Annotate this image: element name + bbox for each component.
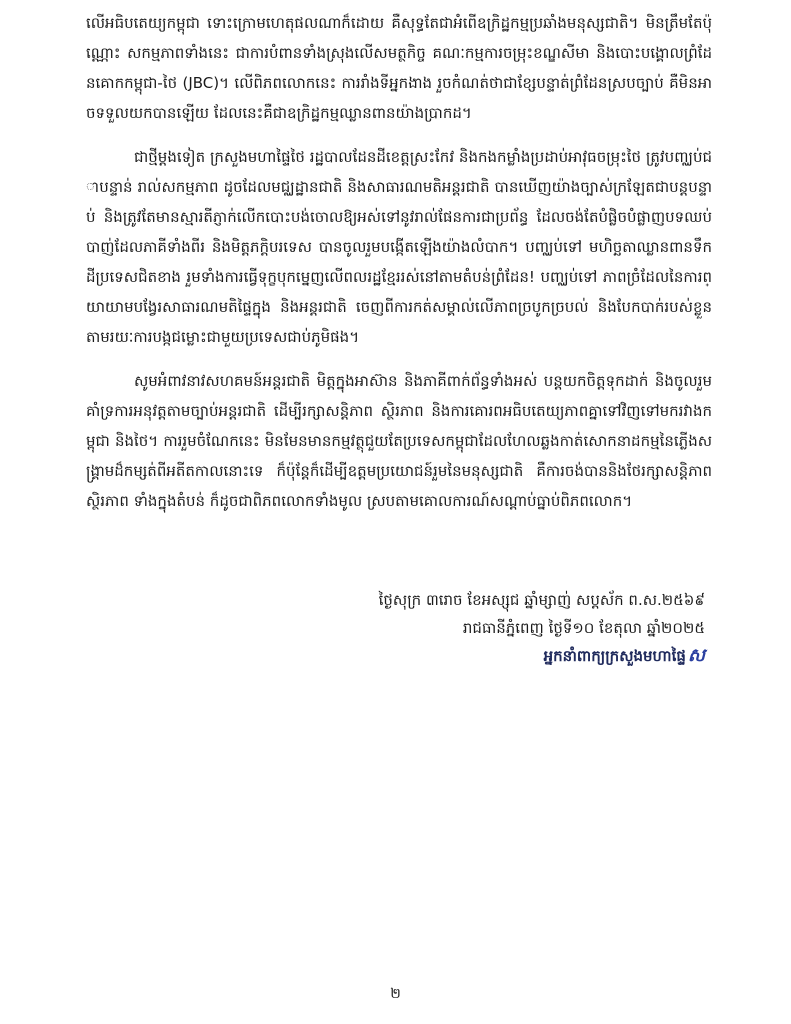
paragraph-continuation: លើអធិបតេយ្យកម្ពុជា ទោះក្រោមហេតុផលណាក៏ដោយ គឺសុទ្ធតែជាអំពើឧក្រិដ្ឋកម្មប្រឆាំងមនុស្សជាតិ។ មិនត្រឹមតែប៉ុណ្ណោះ សកម្មភាពទាំងនេះ ជាការបំពានទាំងស្រុងលើសមត្ថកិច្ច គណៈកម្មការចម្រុះខណ្ឌសីមា និងបោះបង្គោលព្រំដែនគោកកម្ពុជា-ថៃ (JBC)។ លើពិភពលោកនេះ ការរាំងទីអ្នកងាង រួចកំណត់ថាជាខ្សែបន្ទាត់ព្រំដែនស្របច្បាប់ គឺមិនអាចទទួលយកបានឡើយ ដែលនេះគឺជាឧក្រិដ្ឋកម្មឈ្លានពានយ៉ាងប្រាកដ។	[86, 14, 712, 122]
issuer-title: អ្នកនាំពាក្យក្រសួងមហាផ្ទៃ	[543, 647, 686, 665]
page-number: ២	[390, 986, 401, 1002]
body-text	[86, 8, 712, 530]
signature-initial: ស	[687, 645, 705, 666]
issuer-line	[325, 642, 705, 670]
paragraph-appeal: សូមអំពាវនាវសហគមន៍អន្តរជាតិ មិត្តក្នុងអាស៊ាន និងភាគីពាក់ព័ន្ធទាំងអស់ បន្តយកចិត្តទុកដាក់ និងចូលរួមគាំទ្រការអនុវត្តតាមច្បាប់អន្តរជាតិ ដើម្បីរក្សាសន្តិភាព ស្ថិរភាព និងការគោរពអធិបតេយ្យភាពគ្នាទៅវិញទៅមករវាងកម្ពុជា និងថៃ។ ការរួមចំណែកនេះ មិនមែនមានកម្មវត្ថុជួយតែប្រទេសកម្ពុជាដែលហែលឆ្លងកាត់សោកនាដកម្មនៃភ្លើងសង្គ្រាមដ៏កម្សត់ពីអតីតកាលនោះទេ ក៏ប៉ុន្តែក៏ដើម្បីឧត្តមប្រយោជន៍រួមនៃមនុស្សជាតិ គឺការចង់បាននិងថែរក្សាសន្តិភាព ស្ថិរភាព ទាំងក្នុងតំបន់ ក៏ដូចជាពិភពលោកទាំងមូល ស្របតាមគោលការណ៍សណ្តាប់ធ្នាប់ពិភពលោក។	[86, 372, 712, 510]
paragraph-demand: ជាថ្មីម្តងទៀត ក្រសួងមហាផ្ទៃថៃ រដ្ឋបាលដែនដីខេត្តស្រះកែវ និងកងកម្លាំងប្រដាប់អាវុធចម្រុះថៃ ត្រូវបញ្ឈប់ជាបន្ទាន់ រាល់សកម្មភាព ដូចដែលមជ្ឈដ្ឋានជាតិ និងសាធារណមតិអន្តរជាតិ បានឃើញយ៉ាងច្បាស់ក្រឡែតជាបន្តបន្ទាប់ និងត្រូវតែមានស្មារតីភ្ញាក់លើកបោះបង់ចោលឱ្យអស់ទៅនូវរាល់ផែនការជាប្រព័ន្ធ ដែលចង់តែបំផ្លិចបំផ្លាញបទឈប់បាញ់ដែលភាគីទាំងពីរ និងមិត្តភក្តិបរទេស បានចូលរួមបង្កើតឡើងយ៉ាងលំបាក។ បញ្ឈប់ទៅ មហិច្ឆតាឈ្លានពានទឹកដីប្រទេសជិតខាង រួមទាំងការធ្វើទុក្ខបុកម្នេញលើពលរដ្ឋខ្មែររស់នៅតាមតំបន់ព្រំដែន! បញ្ឈប់ទៅ ភាពច្រំដែលនៃការព្យាយាមបង្វែរសាធារណមតិផ្ទៃក្នុង និងអន្តរជាតិ ចេញពីការកត់សម្គាល់លើភាពច្របូកច្របល់ និងបែកបាក់របស់ខ្លួន តាមរយៈការបង្កជម្លោះជាមួយប្រទេសជាប់ភូមិផង។	[86, 148, 712, 346]
lunar-date-line: ថ្ងៃសុក្រ ៣រោច ខែអស្សុជ ឆ្នាំម្សាញ់ សប្តស័ក ព.ស.២៥៦៩	[378, 591, 705, 609]
signature-block	[325, 586, 705, 670]
place-date-line: រាជធានីភ្នំពេញ ថ្ងៃទី១០ ខែតុលា ឆ្នាំ២០២៥	[462, 619, 705, 637]
